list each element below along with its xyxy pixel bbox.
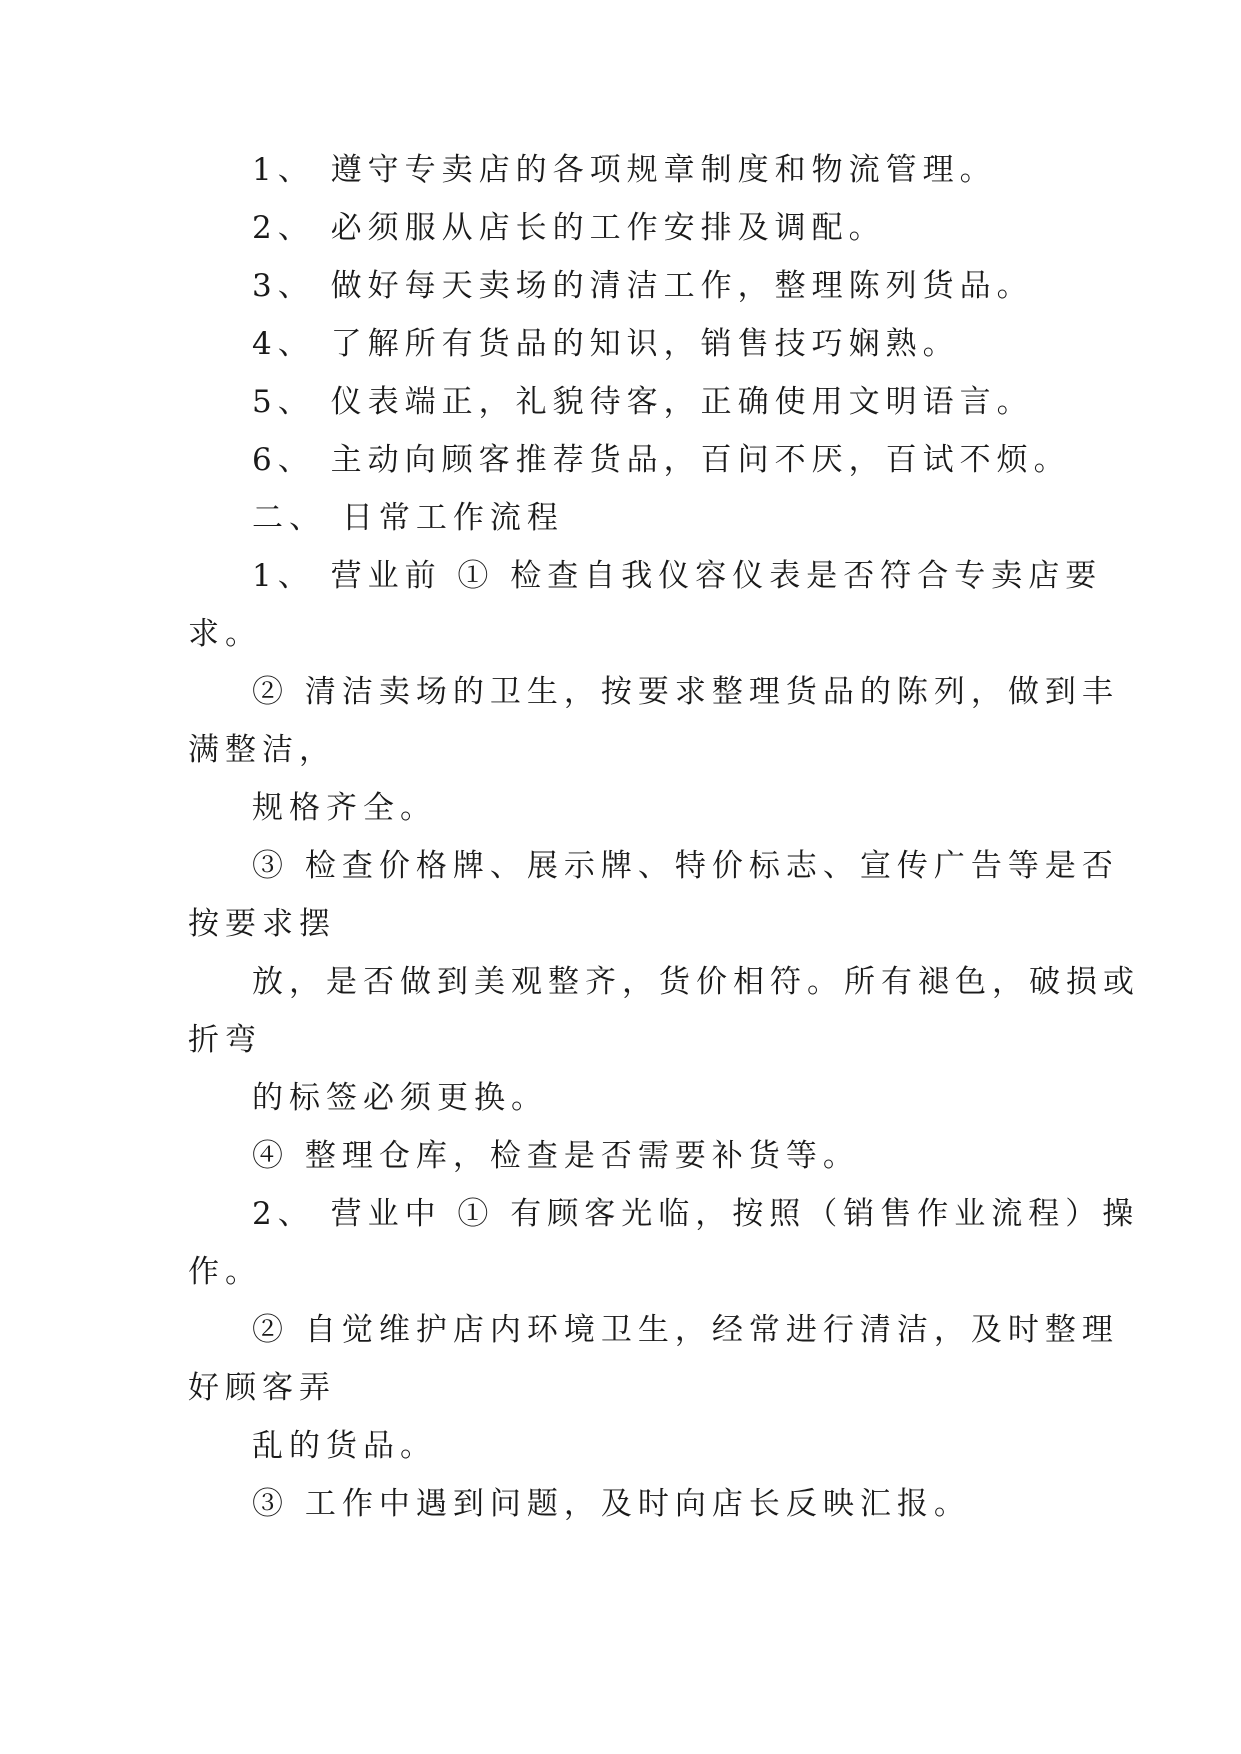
text-line: 4、 了解所有货品的知识，销售技巧娴熟。 [252,326,960,362]
text-line: 的标签必须更换。 [252,1080,548,1116]
text-line: ② 清洁卖场的卫生，按要求整理货品的陈列，做到丰 [252,674,1119,710]
text-line: ② 自觉维护店内环境卫生，经常进行清洁，及时整理 [252,1312,1119,1348]
text-line: 5、 仪表端正，礼貌待客，正确使用文明语言。 [252,384,1034,420]
text-line: 折弯 [188,1022,262,1058]
text-line: 3、 做好每天卖场的清洁工作，整理陈列货品。 [252,268,1034,304]
section-heading: 二、 日常工作流程 [252,500,564,536]
text-line: ③ 工作中遇到问题，及时向店长反映汇报。 [252,1486,971,1522]
text-line: 求。 [188,616,262,652]
text-line: ③ 检查价格牌、展示牌、特价标志、宣传广告等是否 [252,848,1119,884]
text-line: 按要求摆 [188,906,336,942]
text-line: ④ 整理仓库，检查是否需要补货等。 [252,1138,860,1174]
text-line: 放，是否做到美观整齐，货价相符。所有褪色，破损或 [252,964,1140,1000]
text-line: 1、 营业前 ① 检查自我仪容仪表是否符合专卖店要 [252,558,1103,594]
text-line: 作。 [188,1254,262,1290]
text-line: 2、 营业中 ① 有顾客光临，按照（销售作业流程）操 [252,1196,1140,1232]
text-line: 好顾客弄 [188,1370,336,1406]
text-line: 6、 主动向顾客推荐货品，百问不厌，百试不烦。 [252,442,1071,478]
text-line: 乱的货品。 [252,1428,437,1464]
text-line: 满整洁， [188,732,336,768]
text-line: 1、 遵守专卖店的各项规章制度和物流管理。 [252,152,997,188]
text-line: 2、 必须服从店长的工作安排及调配。 [252,210,886,246]
text-line: 规格齐全。 [252,790,437,826]
